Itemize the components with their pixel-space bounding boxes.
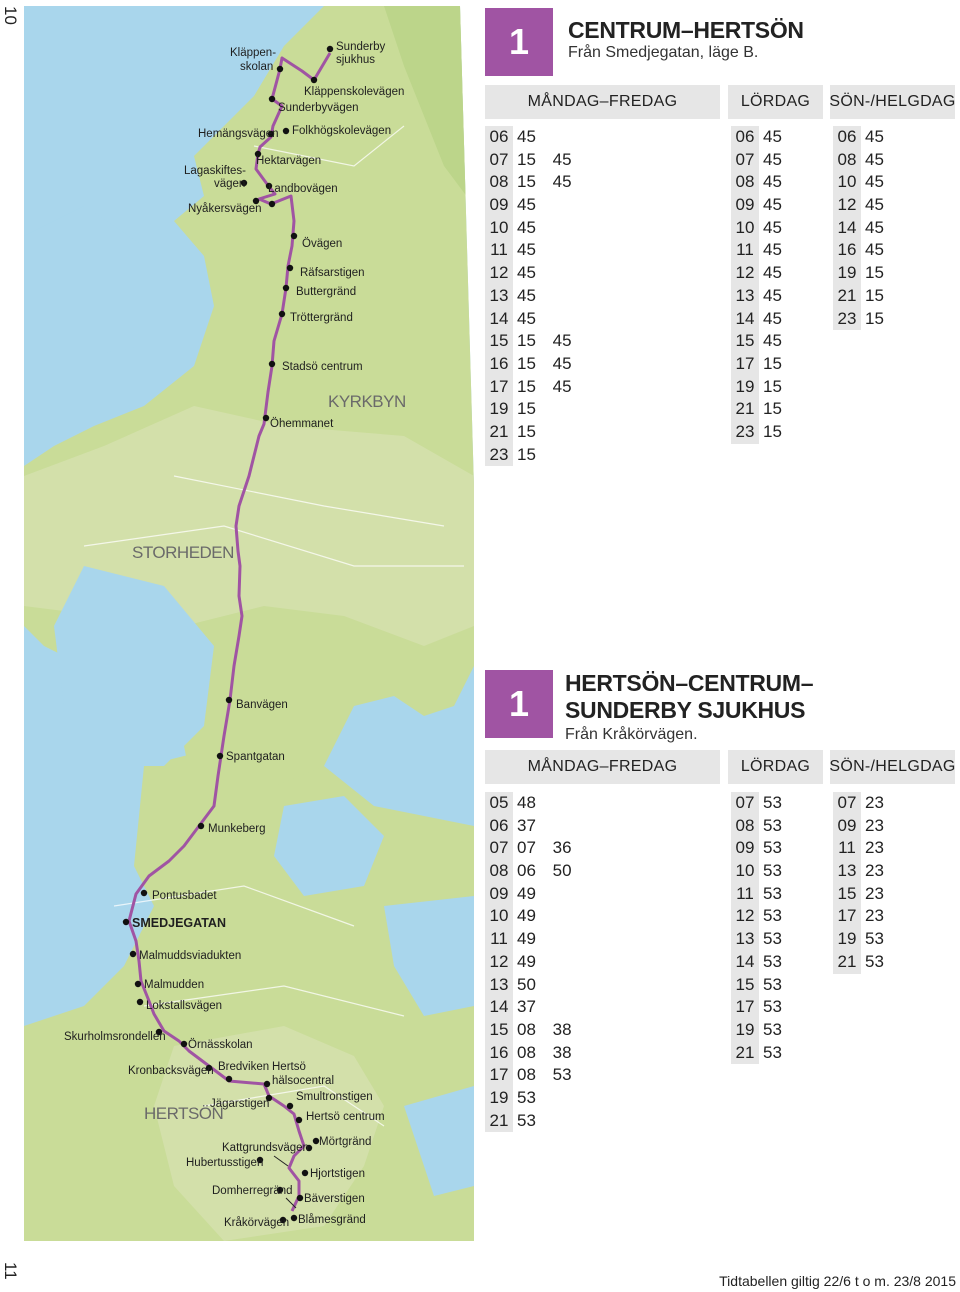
timetable-centrum-hertson	[485, 8, 955, 468]
time-row	[731, 330, 782, 353]
minutes-cell: 53	[763, 1019, 782, 1039]
time-row	[485, 860, 572, 883]
minutes-cell: 45	[763, 149, 782, 169]
minutes-cell: 15	[763, 376, 782, 396]
minutes-cell: 15 45	[517, 331, 572, 351]
stop-label-spantgatan: Spantgatan	[226, 751, 285, 763]
minutes-cell: 49	[517, 929, 536, 949]
hour-cell: 13	[833, 860, 861, 883]
page-number-bottom: 11	[1, 1262, 20, 1280]
column-header-weekday: MÅNDAG–FREDAG	[485, 750, 720, 784]
stop-label-stadso-centrum: Stadsö centrum	[282, 361, 363, 373]
hour-cell: 09	[833, 815, 861, 838]
minutes-cell: 45	[763, 263, 782, 283]
time-row	[731, 974, 782, 997]
time-row	[731, 1042, 782, 1065]
time-row	[833, 194, 884, 217]
time-row	[731, 1019, 782, 1042]
stop-label-klappenskolevagen: Kläppenskolevägen	[304, 86, 405, 98]
time-row	[833, 905, 884, 928]
hour-cell: 23	[485, 444, 513, 467]
hour-cell: 19	[731, 1019, 759, 1042]
time-row	[833, 285, 884, 308]
minutes-cell: 15	[517, 444, 536, 464]
time-row	[731, 194, 782, 217]
minutes-cell: 15	[865, 308, 884, 328]
stop-label-hertso-halsocentral-2: hälsocentral	[272, 1075, 335, 1087]
minutes-cell: 45	[517, 240, 536, 260]
hour-cell: 08	[731, 815, 759, 838]
minutes-cell: 37	[517, 815, 536, 835]
times-weekday	[485, 126, 572, 466]
time-row	[485, 974, 572, 997]
time-row	[485, 398, 572, 421]
minutes-cell: 23	[865, 793, 884, 812]
minutes-cell: 45	[517, 263, 536, 283]
column-header-saturday: LÖRDAG	[728, 85, 823, 119]
hour-cell: 07	[485, 149, 513, 172]
minutes-cell: 53	[763, 929, 782, 949]
minutes-cell: 53	[763, 793, 782, 812]
stop-label-mortgrand: Mörtgränd	[319, 1136, 372, 1148]
hour-cell: 19	[833, 262, 861, 285]
time-row	[731, 951, 782, 974]
minutes-cell: 45	[763, 195, 782, 215]
hour-cell: 07	[833, 792, 861, 815]
stop-label-ohemmanet: Öhemmanet	[270, 418, 334, 430]
time-row	[833, 149, 884, 172]
time-row	[485, 1110, 572, 1133]
stop-label-hertso-halsocentral-1: Hertsö	[272, 1061, 306, 1073]
stop-label-smedjegatan: SMEDJEGATAN	[132, 916, 226, 930]
time-row	[833, 951, 884, 974]
time-row	[833, 239, 884, 262]
minutes-cell: 45	[517, 217, 536, 237]
stop-label-kronbacksvagen: Kronbacksvägen	[128, 1065, 214, 1077]
minutes-cell: 45	[763, 285, 782, 305]
column-header-saturday: LÖRDAG	[728, 750, 823, 784]
stop-label-hektarvagen: Hektarvägen	[256, 155, 322, 167]
hour-cell: 16	[485, 1042, 513, 1065]
time-row	[485, 262, 572, 285]
minutes-cell: 50	[517, 974, 536, 994]
minutes-cell: 45	[865, 217, 884, 237]
minutes-cell: 23	[865, 906, 884, 926]
minutes-cell: 08 38	[517, 1042, 572, 1062]
hour-cell: 14	[833, 217, 861, 240]
minutes-cell: 37	[517, 997, 536, 1017]
hour-cell: 09	[731, 194, 759, 217]
minutes-cell: 15	[763, 399, 782, 419]
minutes-cell: 15	[517, 399, 536, 419]
minutes-cell: 53	[763, 838, 782, 858]
stop-label-hemangsvagen: Hemängsvägen	[198, 128, 279, 140]
time-row	[731, 398, 782, 421]
times-weekday	[485, 792, 572, 1132]
time-row	[833, 308, 884, 331]
minutes-cell: 06 50	[517, 861, 572, 881]
stop-label-landbovagen: Landbovägen	[268, 183, 338, 195]
stop-label-lokstallsvagen: Lokstallsvägen	[146, 1000, 223, 1012]
hour-cell: 16	[485, 353, 513, 376]
hour-cell: 07	[731, 792, 759, 815]
time-row	[833, 217, 884, 240]
time-row	[485, 883, 572, 906]
time-row	[731, 285, 782, 308]
hour-cell: 21	[731, 398, 759, 421]
hour-cell: 10	[485, 217, 513, 240]
time-row	[731, 353, 782, 376]
hour-cell: 13	[485, 285, 513, 308]
time-row	[833, 837, 884, 860]
hour-cell: 11	[731, 883, 759, 906]
time-row	[485, 239, 572, 262]
hour-cell: 14	[731, 308, 759, 331]
hour-cell: 21	[833, 951, 861, 974]
hour-cell: 13	[731, 928, 759, 951]
timetable-hertson-centrum-sunderby	[485, 670, 955, 1140]
hour-cell: 11	[485, 928, 513, 951]
hour-cell: 19	[833, 928, 861, 951]
minutes-cell: 15	[763, 353, 782, 373]
time-row	[485, 792, 572, 815]
time-row	[485, 421, 572, 444]
route-map	[24, 6, 474, 1241]
minutes-cell: 53	[865, 951, 884, 971]
hour-cell: 21	[485, 1110, 513, 1133]
hour-cell: 12	[485, 951, 513, 974]
minutes-cell: 53	[763, 906, 782, 926]
minutes-cell: 53	[763, 1042, 782, 1062]
timetable-title: CENTRUM–HERTSÖN	[568, 17, 804, 43]
stop-label-jagarstigen: Jägarstigen	[210, 1098, 270, 1110]
column-header-sunday: SÖN-/HELGDAG	[830, 85, 955, 119]
area-label-hertson: HERTSÖN	[144, 1104, 224, 1123]
time-row	[485, 149, 572, 172]
stop-label-lagaskiftesvagen-2: vägen	[214, 178, 246, 190]
minutes-cell: 53	[763, 951, 782, 971]
hour-cell: 08	[485, 860, 513, 883]
time-row	[485, 376, 572, 399]
hour-cell: 06	[833, 126, 861, 149]
hour-cell: 15	[485, 1019, 513, 1042]
minutes-cell: 08 53	[517, 1065, 572, 1085]
minutes-cell: 53	[763, 974, 782, 994]
stop-label-pontusbadet: Pontusbadet	[152, 890, 217, 902]
minutes-cell: 49	[517, 951, 536, 971]
timetable-title-line1: HERTSÖN–CENTRUM–	[565, 670, 814, 696]
timetable-subtitle: Från Kråkörvägen.	[565, 726, 698, 743]
times-sunday	[833, 126, 884, 330]
hour-cell: 23	[731, 421, 759, 444]
minutes-cell: 53	[763, 997, 782, 1017]
stop-label-munkeberg: Munkeberg	[208, 823, 266, 835]
hour-cell: 12	[485, 262, 513, 285]
time-row	[485, 1064, 572, 1087]
time-row	[485, 285, 572, 308]
times-sunday	[833, 792, 884, 974]
minutes-cell: 23	[865, 838, 884, 858]
timetable-title-line2: SUNDERBY SJUKHUS	[565, 697, 806, 723]
hour-cell: 19	[485, 398, 513, 421]
stop-label-klappenskolan-1: Kläppen-	[230, 47, 277, 59]
hour-cell: 09	[485, 883, 513, 906]
stop-label-ovagen: Övägen	[302, 238, 343, 250]
stop-label-blamesgrand: Blåmesgränd	[298, 1214, 366, 1226]
hour-cell: 09	[731, 837, 759, 860]
time-row	[485, 928, 572, 951]
minutes-cell: 23	[865, 883, 884, 903]
page-number-top: 10	[1, 6, 20, 25]
minutes-cell: 45	[763, 172, 782, 192]
minutes-cell: 49	[517, 883, 536, 903]
hour-cell: 21	[833, 285, 861, 308]
hour-cell: 05	[485, 792, 513, 815]
stop-label-sunderby-sjukhus-2: sjukhus	[336, 54, 375, 66]
hour-cell: 11	[485, 239, 513, 262]
minutes-cell: 45	[763, 308, 782, 328]
time-row	[485, 194, 572, 217]
stop-label-skurholmsrondellen: Skurholmsrondellen	[64, 1031, 166, 1043]
stop-label-smultronstigen: Smultronstigen	[296, 1091, 373, 1103]
minutes-cell: 23	[865, 861, 884, 881]
minutes-cell: 45	[763, 127, 782, 146]
minutes-cell: 53	[763, 815, 782, 835]
time-row	[485, 837, 572, 860]
route-badge: 1	[485, 8, 553, 76]
time-row	[731, 126, 782, 149]
minutes-cell: 15	[763, 421, 782, 441]
hour-cell: 10	[731, 860, 759, 883]
minutes-cell: 45	[865, 149, 884, 169]
hour-cell: 12	[731, 262, 759, 285]
time-row	[833, 126, 884, 149]
hour-cell: 10	[731, 217, 759, 240]
time-row	[485, 353, 572, 376]
time-row	[731, 860, 782, 883]
time-row	[731, 308, 782, 331]
stop-label-trottergrand: Tröttergränd	[290, 312, 353, 324]
time-row	[485, 171, 572, 194]
time-row	[833, 928, 884, 951]
time-row	[485, 815, 572, 838]
time-row	[485, 1042, 572, 1065]
hour-cell: 08	[833, 149, 861, 172]
minutes-cell: 45	[763, 240, 782, 260]
time-row	[833, 815, 884, 838]
minutes-cell: 45	[865, 127, 884, 146]
minutes-cell: 15 45	[517, 376, 572, 396]
stop-label-nyakersvagen: Nyåkersvägen	[188, 203, 262, 215]
hour-cell: 06	[731, 126, 759, 149]
minutes-cell: 45	[517, 308, 536, 328]
time-row	[485, 1087, 572, 1110]
area-label-kyrkbyn: KYRKBYN	[328, 392, 406, 411]
hour-cell: 19	[485, 1087, 513, 1110]
stop-label-rafsarstigen: Räfsarstigen	[300, 267, 365, 279]
stop-label-hjortstigen: Hjortstigen	[310, 1168, 365, 1180]
route-badge: 1	[485, 670, 553, 738]
time-row	[731, 996, 782, 1019]
hour-cell: 23	[833, 308, 861, 331]
hour-cell: 07	[731, 149, 759, 172]
area-label-storheden: STORHEDEN	[132, 543, 234, 562]
hour-cell: 15	[485, 330, 513, 353]
hour-cell: 08	[485, 171, 513, 194]
stop-label-hubertusstigen: Hubertusstigen	[186, 1157, 264, 1169]
hour-cell: 11	[833, 837, 861, 860]
stop-label-ornasskolan: Örnässkolan	[188, 1039, 253, 1051]
timetable-subtitle: Från Smedjegatan, läge B.	[568, 44, 759, 61]
hour-cell: 19	[731, 376, 759, 399]
hour-cell: 07	[485, 837, 513, 860]
minutes-cell: 23	[865, 815, 884, 835]
time-row	[485, 126, 572, 149]
time-row	[485, 308, 572, 331]
time-row	[731, 262, 782, 285]
minutes-cell: 45	[763, 331, 782, 351]
minutes-cell: 53	[763, 861, 782, 881]
validity-footer: Tidtabellen giltig 22/6 t o m. 23/8 2015	[719, 1273, 956, 1289]
hour-cell: 10	[485, 905, 513, 928]
minutes-cell: 45	[517, 285, 536, 305]
minutes-cell: 07 36	[517, 838, 572, 858]
hour-cell: 06	[485, 815, 513, 838]
hour-cell: 15	[731, 974, 759, 997]
stop-label-hertso-centrum: Hertsö centrum	[306, 1111, 385, 1123]
hour-cell: 13	[731, 285, 759, 308]
time-row	[485, 1019, 572, 1042]
minutes-cell: 53	[763, 883, 782, 903]
time-row	[485, 951, 572, 974]
minutes-cell: 15 45	[517, 149, 572, 169]
column-header-weekday: MÅNDAG–FREDAG	[485, 85, 720, 119]
time-row	[485, 905, 572, 928]
stop-label-banvagen: Banvägen	[236, 699, 288, 711]
time-row	[485, 996, 572, 1019]
time-row	[833, 262, 884, 285]
time-row	[731, 239, 782, 262]
hour-cell: 16	[833, 239, 861, 262]
hour-cell: 17	[731, 353, 759, 376]
time-row	[833, 171, 884, 194]
time-row	[731, 928, 782, 951]
minutes-cell: 15	[865, 285, 884, 305]
hour-cell: 17	[833, 905, 861, 928]
time-row	[833, 883, 884, 906]
time-row	[731, 905, 782, 928]
minutes-cell: 45	[517, 127, 536, 146]
minutes-cell: 08 38	[517, 1019, 572, 1039]
stop-label-krakorvagen: Kråkörvägen	[224, 1217, 290, 1229]
stop-label-buttergrand: Buttergränd	[296, 286, 357, 298]
time-row	[485, 217, 572, 240]
time-row	[731, 792, 782, 815]
stop-label-malmudden: Malmudden	[144, 979, 205, 991]
hour-cell: 21	[731, 1042, 759, 1065]
minutes-cell: 45	[763, 217, 782, 237]
stop-label-sunderby-sjukhus-1: Sunderby	[336, 41, 386, 53]
minutes-cell: 53	[865, 929, 884, 949]
hour-cell: 15	[731, 330, 759, 353]
hour-cell: 14	[485, 308, 513, 331]
stop-label-klappenskolan-2: skolan	[240, 61, 274, 73]
time-row	[731, 376, 782, 399]
hour-cell: 12	[833, 194, 861, 217]
stop-label-malmuddsviadukten: Malmuddsviadukten	[139, 950, 242, 962]
stop-label-bavenstigen: Bäverstigen	[304, 1193, 365, 1205]
hour-cell: 17	[485, 376, 513, 399]
stop-label-domherregrand: Domherregränd	[212, 1185, 293, 1197]
time-row	[731, 883, 782, 906]
hour-cell: 17	[731, 996, 759, 1019]
minutes-cell: 45	[865, 195, 884, 215]
stop-label-sunderbyvagen: Sunderbyvägen	[278, 102, 359, 114]
hour-cell: 06	[485, 126, 513, 149]
times-saturday	[731, 126, 782, 444]
time-row	[731, 149, 782, 172]
time-row	[731, 815, 782, 838]
hour-cell: 09	[485, 194, 513, 217]
hour-cell: 13	[485, 974, 513, 997]
hour-cell: 17	[485, 1064, 513, 1087]
minutes-cell: 48	[517, 793, 536, 812]
time-row	[833, 860, 884, 883]
stop-label-lagaskiftesvagen-1: Lagaskiftes-	[184, 165, 247, 177]
hour-cell: 14	[485, 996, 513, 1019]
time-row	[485, 444, 572, 467]
time-row	[731, 837, 782, 860]
hour-cell: 15	[833, 883, 861, 906]
time-row	[731, 171, 782, 194]
minutes-cell: 45	[865, 172, 884, 192]
time-row	[731, 217, 782, 240]
stop-label-folkhogskolevagen: Folkhögskolevägen	[292, 125, 392, 137]
stop-label-bredviken: Bredviken	[218, 1061, 270, 1073]
minutes-cell: 15 45	[517, 353, 572, 373]
minutes-cell: 15	[865, 263, 884, 283]
hour-cell: 10	[833, 171, 861, 194]
minutes-cell: 45	[865, 240, 884, 260]
hour-cell: 21	[485, 421, 513, 444]
stop-label-kattgrundsvagen: Kattgrundsvägen	[222, 1142, 309, 1154]
hour-cell: 12	[731, 905, 759, 928]
hour-cell: 08	[731, 171, 759, 194]
minutes-cell: 53	[517, 1110, 536, 1130]
hour-cell: 11	[731, 239, 759, 262]
time-row	[485, 330, 572, 353]
time-row	[833, 792, 884, 815]
times-saturday	[731, 792, 782, 1064]
minutes-cell: 49	[517, 906, 536, 926]
minutes-cell: 15	[517, 421, 536, 441]
time-row	[731, 421, 782, 444]
minutes-cell: 53	[517, 1087, 536, 1107]
minutes-cell: 15 45	[517, 172, 572, 192]
hour-cell: 14	[731, 951, 759, 974]
minutes-cell: 45	[517, 195, 536, 215]
column-header-sunday: SÖN-/HELGDAG	[830, 750, 955, 784]
